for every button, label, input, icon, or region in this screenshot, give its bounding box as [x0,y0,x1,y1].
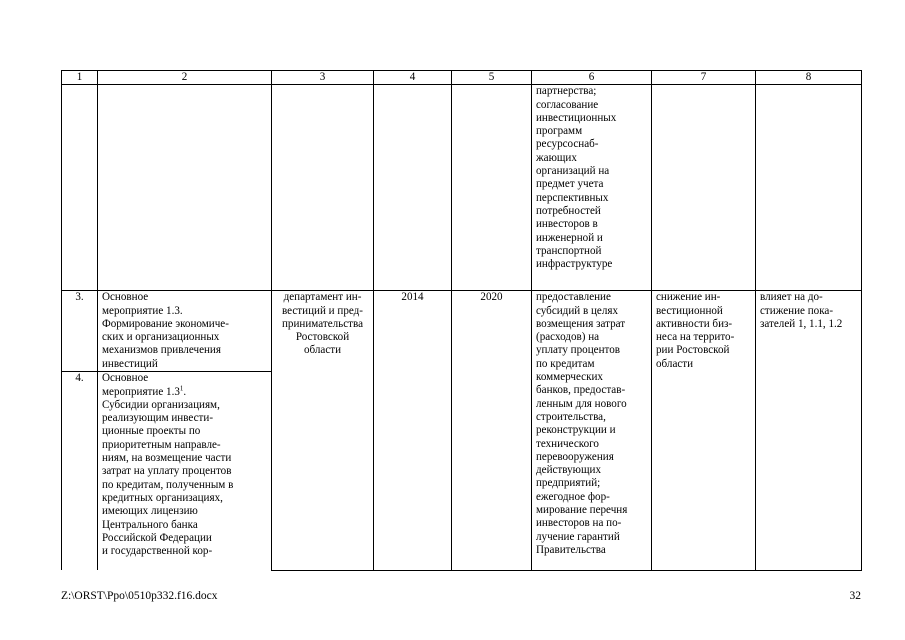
header-cell: 6 [532,71,652,85]
indicator-link: влияет на до- стижение пока- зателей 1, 1.1, 1.2 [756,291,862,571]
header-cell: 1 [62,71,98,85]
table-cell [452,85,532,291]
start-year: 2014 [374,291,452,571]
table-cell [756,85,862,291]
measure-name [98,372,272,571]
header-cell: 7 [652,71,756,85]
page-number: 32 [849,590,861,602]
header-cell: 3 [272,71,374,85]
table-cell [374,85,452,291]
file-path-footer: Z:\ORST\Ppo\0510p332.f16.docx [61,590,218,602]
header-cell: 8 [756,71,862,85]
table-cell [652,85,756,291]
row-number: 4. [62,372,98,571]
measure-name: Основное мероприятие 1.3. Формирование экономиче- ских и организационных механизмов привлечения инвестиций [98,291,272,372]
measure-description: предоставление субсидий в целях возмещения затрат (расходов) на уплату процентов по кредитам коммерческих банков, предостав- ленным для нового строительства, реконструкции и технического перевооружения действующих предприятий; ежегодное фор- мирование перечня инвесторов на по- лучение гарантий Правительства [532,291,652,571]
table-cell [98,85,272,291]
table-cell [62,85,98,291]
end-year: 2020 [452,291,532,571]
table-cell [272,85,374,291]
measure-description-continued: партнерства; согласование инвестиционных программ ресурсоснаб- жающих организаций на предмет учета перспективных потребностей инвесторов в инженерной и транспортной инфраструктуре [532,85,652,291]
responsible-executor: департамент ин- вестиций и пред- принимательства Ростовской области [272,291,374,571]
row-number: 3. [62,291,98,372]
header-cell: 4 [374,71,452,85]
footnote-marker: 1 [179,383,184,392]
non-implementation-consequences: снижение ин- вестиционной активности биз- неса на террито- рии Ростовской области [652,291,756,571]
table-header-row [62,71,862,85]
measure-name-rest: Субсидии организациям, реализующим инвести- ционные проекты по приоритетным направле- ниям, на возмещение части затрат на уплату процентов по кредитам, полученным в кредитных организациях, имеющих лицензию Центрального банка Российской Федерации и государственной кор- [102,398,234,558]
header-cell: 5 [452,71,532,85]
table-row-continued [62,85,862,291]
measure-name-line1: Основное [102,372,149,385]
header-cell: 2 [98,71,272,85]
program-measures-table [61,70,862,571]
table-row-3 [62,291,862,372]
measure-name-line2: мероприятие 1.3 [102,385,180,398]
measure-name-line2-end: . [183,385,187,398]
